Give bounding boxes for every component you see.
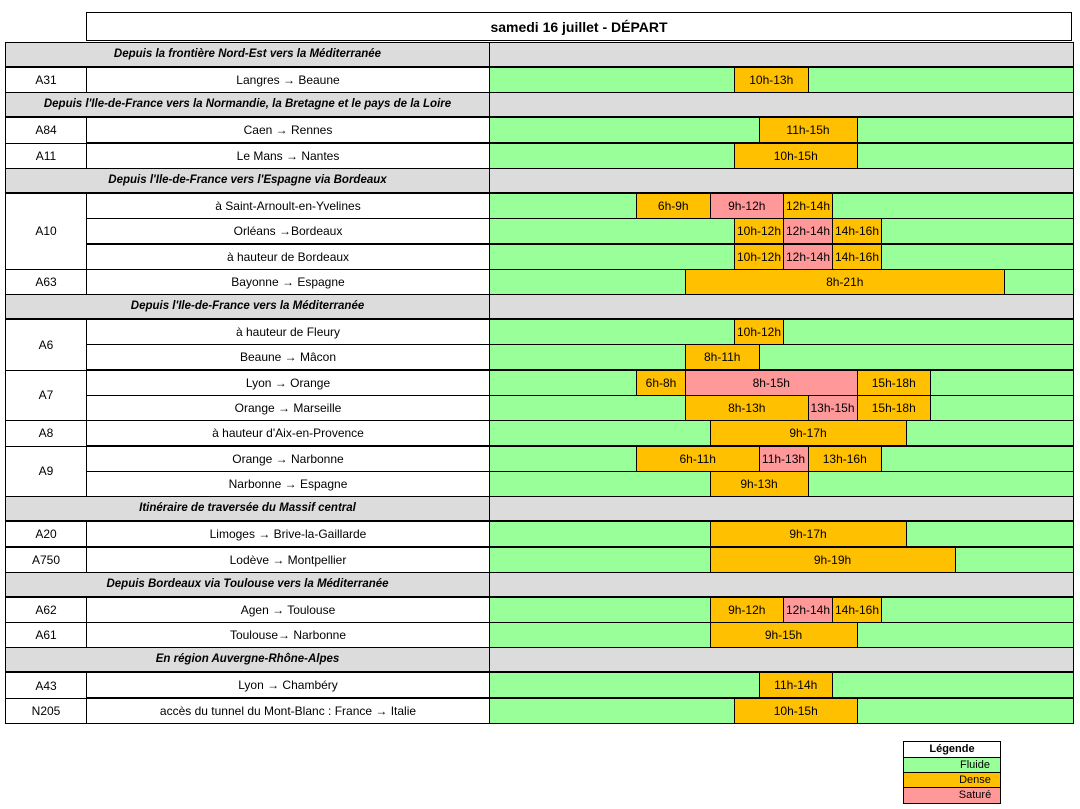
section-header — [5, 496, 1074, 521]
segment-dense: 9h-19h — [710, 547, 956, 573]
section-header — [5, 168, 1074, 193]
segment-dense: 9h-17h — [710, 420, 907, 446]
segment-dense: 9h-17h — [710, 521, 907, 547]
route-label: Narbonne → Espagne — [86, 471, 490, 497]
route-label: Orange → Narbonne — [86, 446, 490, 472]
segment-sature: 12h-14h — [783, 597, 833, 623]
segment-dense: 6h-9h — [636, 193, 711, 219]
section-title: Itinéraire de traversée du Massif central — [6, 497, 490, 520]
section-header — [5, 42, 1074, 67]
route-label: à Saint-Arnoult-en-Yvelines — [86, 193, 490, 219]
traffic-timeline — [489, 193, 1074, 219]
route-label: Lyon → Chambéry — [86, 672, 490, 698]
segment-dense: 8h-13h — [685, 395, 809, 421]
section-header — [5, 294, 1074, 319]
section-header — [5, 647, 1074, 672]
section-title: Depuis Bordeaux via Toulouse vers la Méditerranée — [6, 573, 490, 596]
segment-sature: 9h-12h — [710, 193, 785, 219]
route-label: à hauteur de Bordeaux — [86, 244, 490, 270]
segment-dense: 14h-16h — [832, 244, 882, 270]
route-label: Orléans →Bordeaux — [86, 218, 490, 244]
traffic-timeline — [489, 672, 1074, 698]
traffic-timeline — [489, 319, 1074, 345]
traffic-timeline — [489, 698, 1074, 724]
traffic-timeline — [489, 244, 1074, 270]
traffic-timeline — [489, 370, 1074, 396]
road-name: A7 — [5, 370, 87, 422]
road-name: A750 — [5, 547, 87, 573]
section-header — [5, 92, 1074, 117]
legend — [903, 741, 1001, 804]
segment-sature: 13h-15h — [808, 395, 858, 421]
segment-sature: 12h-14h — [783, 244, 833, 270]
traffic-timeline — [489, 269, 1074, 295]
segment-dense: 15h-18h — [857, 370, 932, 396]
road-name: A6 — [5, 319, 87, 371]
traffic-timeline — [489, 446, 1074, 472]
segment-dense: 13h-16h — [808, 446, 883, 472]
road-name: A9 — [5, 446, 87, 498]
route-label: Langres → Beaune — [86, 67, 490, 93]
route-label: Limoges → Brive-la-Gaillarde — [86, 521, 490, 547]
segment-dense: 6h-11h — [636, 446, 760, 472]
section-title: Depuis l'Ile-de-France vers l'Espagne via Bordeaux — [6, 169, 490, 192]
page-title: samedi 16 juillet - DÉPART — [86, 12, 1072, 41]
traffic-timeline — [489, 143, 1074, 169]
route-label: Lyon → Orange — [86, 370, 490, 396]
road-name: A10 — [5, 193, 87, 270]
road-name: A63 — [5, 269, 87, 295]
road-name: A61 — [5, 622, 87, 648]
segment-dense: 8h-11h — [685, 344, 760, 370]
route-label: Caen → Rennes — [86, 117, 490, 143]
route-label: à hauteur de Fleury — [86, 319, 490, 345]
road-name: A8 — [5, 420, 87, 446]
segment-dense: 11h-15h — [759, 117, 858, 143]
route-label: Bayonne → Espagne — [86, 269, 490, 295]
segment-dense: 9h-15h — [710, 622, 858, 648]
legend-item-fluide: Fluide — [904, 758, 1000, 773]
segment-dense: 10h-12h — [734, 218, 784, 244]
traffic-timeline — [489, 471, 1074, 497]
route-label: à hauteur d'Aix-en-Provence — [86, 420, 490, 446]
section-title: Depuis l'Ile-de-France vers la Normandie, la Bretagne et le pays de la Loire — [6, 93, 490, 116]
segment-dense: 10h-12h — [734, 244, 784, 270]
segment-dense: 10h-15h — [734, 698, 858, 724]
road-name: A11 — [5, 143, 87, 169]
segment-sature: 8h-15h — [685, 370, 858, 396]
road-name: A20 — [5, 521, 87, 547]
road-name: A62 — [5, 597, 87, 623]
road-name: A43 — [5, 672, 87, 698]
traffic-timeline — [489, 521, 1074, 547]
route-label: Orange → Marseille — [86, 395, 490, 421]
traffic-timeline — [489, 597, 1074, 623]
legend-title: Légende — [904, 742, 1000, 758]
road-name: N205 — [5, 698, 87, 724]
traffic-timeline — [489, 344, 1074, 370]
segment-dense: 14h-16h — [832, 218, 882, 244]
section-header — [5, 572, 1074, 597]
traffic-timeline — [489, 117, 1074, 143]
traffic-timeline — [489, 395, 1074, 421]
legend-item-dense: Dense — [904, 773, 1000, 788]
route-label: Lodève → Montpellier — [86, 547, 490, 573]
route-label: Toulouse→ Narbonne — [86, 622, 490, 648]
segment-dense: 9h-13h — [710, 471, 809, 497]
traffic-timeline — [489, 218, 1074, 244]
road-name: A84 — [5, 117, 87, 143]
segment-sature: 12h-14h — [783, 218, 833, 244]
segment-dense: 12h-14h — [783, 193, 833, 219]
road-name: A31 — [5, 67, 87, 93]
section-title: Depuis l'Ile-de-France vers la Méditerranée — [6, 295, 490, 318]
traffic-timeline — [489, 420, 1074, 446]
segment-dense: 10h-12h — [734, 319, 784, 345]
segment-dense: 10h-15h — [734, 143, 858, 169]
segment-sature: 11h-13h — [759, 446, 809, 472]
route-label: Beaune → Mâcon — [86, 344, 490, 370]
segment-dense: 14h-16h — [832, 597, 882, 623]
traffic-timeline — [489, 547, 1074, 573]
segment-dense: 15h-18h — [857, 395, 932, 421]
segment-dense: 8h-21h — [685, 269, 1005, 295]
section-title: Depuis la frontière Nord-Est vers la Méditerranée — [6, 43, 490, 66]
legend-item-sature: Saturé — [904, 788, 1000, 803]
segment-dense: 6h-8h — [636, 370, 686, 396]
section-title: En région Auvergne-Rhône-Alpes — [6, 648, 490, 671]
route-label: Le Mans → Nantes — [86, 143, 490, 169]
traffic-timeline — [489, 67, 1074, 93]
traffic-timeline — [489, 622, 1074, 648]
route-label: Agen → Toulouse — [86, 597, 490, 623]
route-label: accès du tunnel du Mont-Blanc : France → Italie — [86, 698, 490, 724]
segment-dense: 11h-14h — [759, 672, 834, 698]
segment-dense: 9h-12h — [710, 597, 785, 623]
segment-dense: 10h-13h — [734, 67, 809, 93]
